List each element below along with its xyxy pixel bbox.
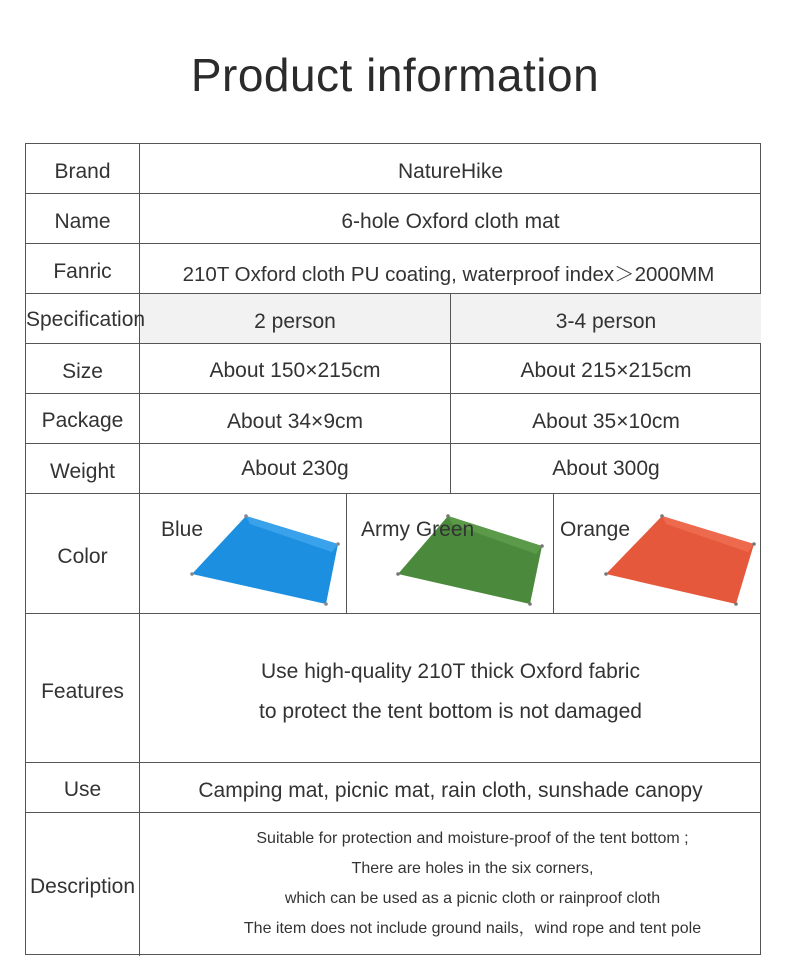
features-line-1: Use high-quality 210T thick Oxford fabric xyxy=(261,660,640,683)
color-name-blue: Blue xyxy=(161,518,204,541)
weight-label: Weight xyxy=(50,460,115,483)
size-2-person: About 150×215cm xyxy=(209,359,381,382)
color-name-army-green: Army Green xyxy=(361,518,475,541)
description-line-4: The item does not include ground nails，wind rope and tent pole xyxy=(243,920,702,937)
package-2-person: About 34×9cm xyxy=(226,410,363,433)
features-text xyxy=(140,614,761,770)
features-line-2: to protect the tent bottom is not damaged xyxy=(259,700,642,723)
size-3-4-person: About 215×215cm xyxy=(520,359,692,382)
brand-label: Brand xyxy=(54,160,111,183)
description-line-3: which can be used as a picnic cloth or rainproof cloth xyxy=(284,890,661,907)
fabric-value: 210T Oxford cloth PU coating, waterproof index＞2000MM xyxy=(182,263,715,286)
weight-2-person: About 230g xyxy=(241,456,349,480)
specification-3-4-person: 3-4 person xyxy=(555,310,657,333)
package-label: Package xyxy=(41,409,124,432)
use-value: Camping mat, picnic mat, rain cloth, sunshade canopy xyxy=(198,779,703,802)
blue-mat-shape xyxy=(192,516,338,604)
color-label: Color xyxy=(57,544,108,568)
specification-label: Specification xyxy=(26,308,146,331)
description-line-1: Suitable for protection and moisture-proof of the tent bottom ; xyxy=(256,830,689,847)
package-3-4-person: About 35×10cm xyxy=(532,410,680,433)
name-label: Name xyxy=(54,210,111,233)
specification-2-person: 2 person xyxy=(254,310,336,333)
product-info-table xyxy=(25,143,761,955)
color-name-orange: Orange xyxy=(560,518,631,541)
brand-value: NatureHike xyxy=(397,160,504,183)
description-text xyxy=(140,813,761,955)
features-label: Features xyxy=(41,680,124,703)
fabric-label: Fanric xyxy=(53,260,112,283)
weight-3-4-person: About 300g xyxy=(552,456,660,480)
use-label: Use xyxy=(63,778,102,801)
description-label: Description xyxy=(29,875,136,898)
description-line-2: There are holes in the six corners, xyxy=(351,860,594,877)
name-value: 6-hole Oxford cloth mat xyxy=(341,210,560,233)
page-title: Product information xyxy=(190,49,600,101)
blue-mat-image xyxy=(186,512,346,610)
size-label: Size xyxy=(62,360,103,383)
